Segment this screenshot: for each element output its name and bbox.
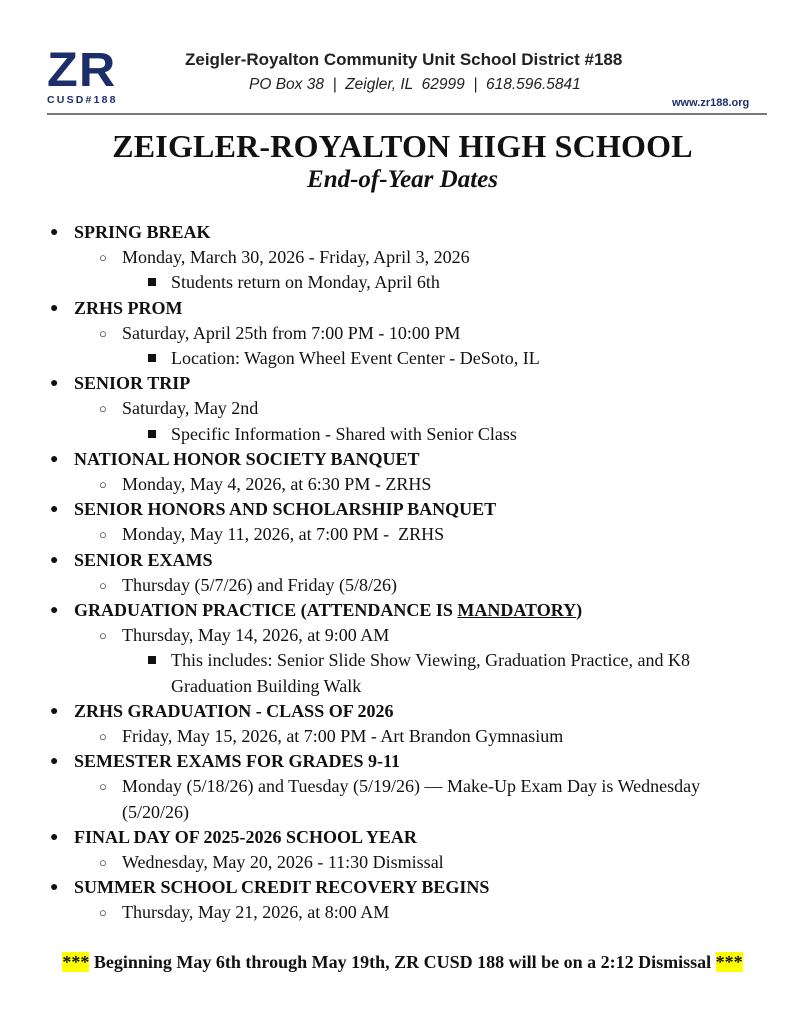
notice-stars-left: *** — [62, 952, 90, 972]
event-title: ● FINAL DAY OF 2025-2026 SCHOOL YEAR — [0, 825, 805, 850]
letterhead-divider — [47, 113, 767, 115]
bullet-icon: ● — [50, 451, 59, 467]
event-title: ● ZRHS PROM — [0, 296, 805, 321]
dismissal-notice — [0, 952, 805, 973]
event-title: ● NATIONAL HONOR SOCIETY BANQUET — [0, 447, 805, 472]
district-name: Zeigler-Royalton Community Unit School District #188 — [185, 50, 623, 69]
circle-bullet-icon: ○ — [99, 527, 107, 543]
event-note: Students return on Monday, April 6th — [0, 270, 805, 295]
circle-bullet-icon: ○ — [99, 577, 107, 593]
square-bullet-icon — [148, 354, 156, 362]
logo-letters: ZR — [47, 44, 117, 97]
logo-subtext: CUSD#188 — [47, 94, 118, 106]
event-date: ○ Wednesday, May 20, 2026 - 11:30 Dismissal — [0, 850, 805, 875]
circle-bullet-icon: ○ — [99, 477, 107, 493]
bullet-icon: ● — [50, 880, 59, 896]
mandatory-emphasis: MANDATORY — [457, 600, 577, 621]
event-title: ● ZRHS GRADUATION - CLASS OF 2026 — [0, 699, 805, 724]
page-title: ZEIGLER-ROYALTON HIGH SCHOOL — [112, 128, 693, 164]
event-date: ○ Thursday (5/7/26) and Friday (5/8/26) — [0, 573, 805, 598]
square-bullet-icon — [148, 430, 156, 438]
bullet-icon: ● — [50, 829, 59, 845]
event-note: This includes: Senior Slide Show Viewing, Graduation Practice, and K8 Graduation Building Walk — [0, 648, 805, 698]
event-title: ● SENIOR TRIP — [0, 371, 805, 396]
page-subtitle: End-of-Year Dates — [307, 166, 498, 193]
notice-stars-right: *** — [715, 952, 743, 972]
square-bullet-icon — [148, 656, 156, 664]
event-date: ○ Monday (5/18/26) and Tuesday (5/19/26) — Make-Up Exam Day is Wednesday (5/20/26) — [99, 776, 701, 822]
square-bullet-icon — [148, 278, 156, 286]
notice-text: Beginning May 6th through May 19th, ZR CUSD 188 will be on a 2:12 Dismissal — [89, 952, 716, 972]
event-title: ● SPRING BREAK — [0, 220, 805, 245]
event-date: ○ Saturday, April 25th from 7:00 PM - 10:00 PM — [0, 321, 805, 346]
event-note: Specific Information - Shared with Senior Class — [0, 422, 805, 447]
event-title: ● SEMESTER EXAMS FOR GRADES 9-11 — [0, 749, 805, 774]
event-date: ○ Thursday, May 14, 2026, at 9:00 AM — [0, 623, 805, 648]
bullet-icon: ● — [50, 225, 59, 240]
event-date: ○ Monday, May 4, 2026, at 6:30 PM - ZRHS — [0, 472, 805, 497]
circle-bullet-icon: ○ — [99, 250, 107, 266]
bullet-icon: ● — [50, 754, 59, 770]
circle-bullet-icon: ○ — [99, 325, 107, 341]
event-date: ○ Thursday, May 21, 2026, at 8:00 AM — [0, 900, 805, 925]
event-date: ○ Monday, May 11, 2026, at 7:00 PM - ZRHS — [0, 522, 805, 547]
event-date: ○ Monday, March 30, 2026 - Friday, April 3, 2026 — [0, 245, 805, 270]
event-title: ● GRADUATION PRACTICE (ATTENDANCE IS MANDATORY) — [0, 598, 805, 623]
event-note: Location: Wagon Wheel Event Center - DeSoto, IL — [0, 346, 805, 371]
bullet-icon: ● — [50, 502, 59, 518]
bullet-icon: ● — [50, 603, 59, 619]
circle-bullet-icon: ○ — [99, 729, 107, 745]
circle-bullet-icon: ○ — [99, 401, 107, 417]
bullet-icon: ● — [50, 300, 59, 316]
bullet-icon: ● — [50, 552, 59, 568]
event-title: ● SENIOR HONORS AND SCHOLARSHIP BANQUET — [0, 497, 805, 522]
district-website-link[interactable]: www.zr188.org — [672, 97, 750, 109]
bullet-icon: ● — [50, 376, 59, 392]
circle-bullet-icon: ○ — [99, 779, 107, 795]
event-title: ● SENIOR EXAMS — [0, 548, 805, 573]
circle-bullet-icon: ○ — [99, 628, 107, 644]
event-list — [0, 220, 805, 926]
district-logo — [47, 44, 137, 106]
event-title: ● SUMMER SCHOOL CREDIT RECOVERY BEGINS — [0, 875, 805, 900]
circle-bullet-icon: ○ — [99, 905, 107, 921]
bullet-icon: ● — [50, 703, 59, 719]
circle-bullet-icon: ○ — [99, 855, 107, 871]
event-date: ○ Saturday, May 2nd — [0, 396, 805, 421]
event-date: ○ Friday, May 15, 2026, at 7:00 PM - Art Brandon Gymnasium — [0, 724, 805, 749]
district-address: PO Box 38 | Zeigler, IL 62999 | 618.596.5841 — [249, 76, 581, 93]
